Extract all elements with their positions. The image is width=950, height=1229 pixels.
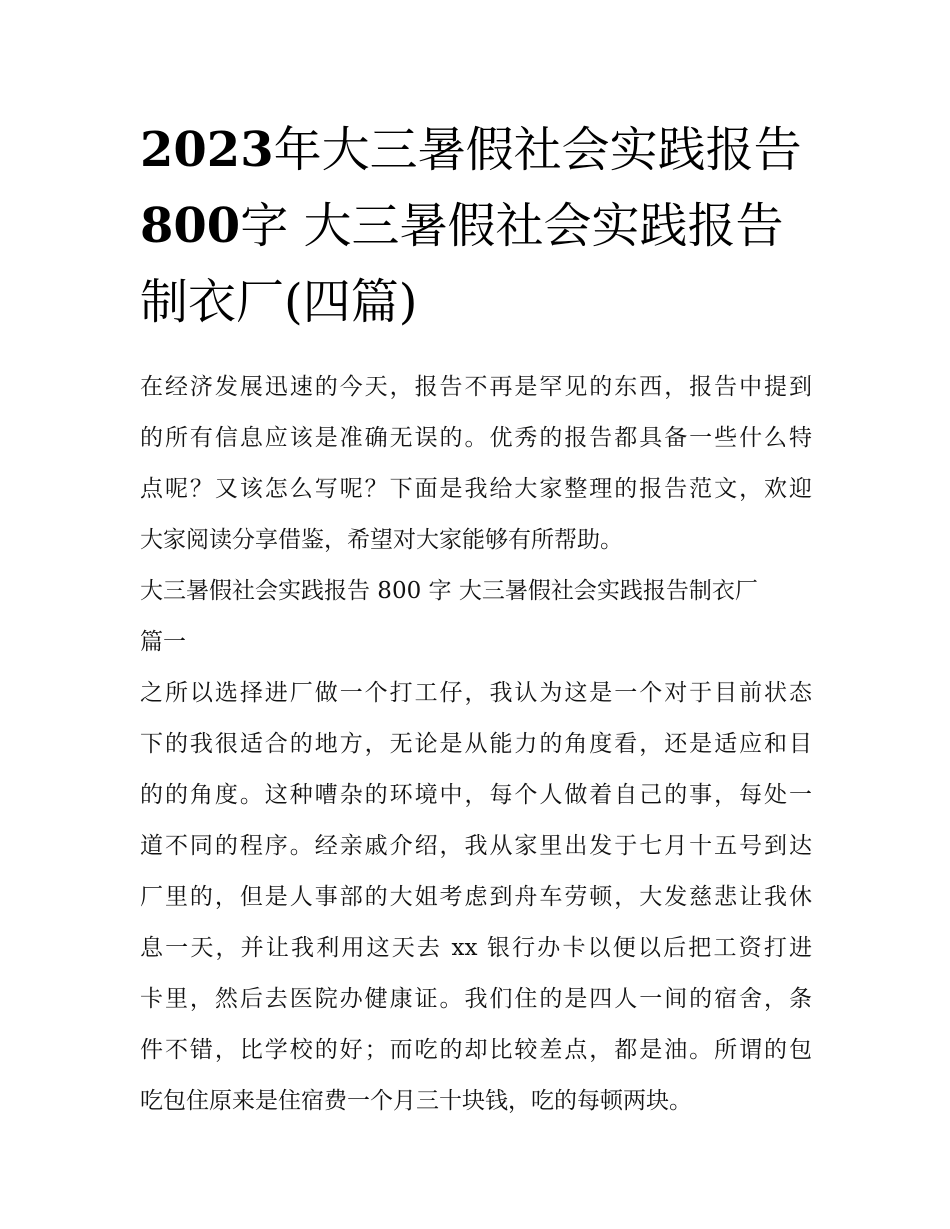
body-line: 吃包住原来是住宿费一个月三十块钱，吃的每顿两块。 — [140, 1088, 692, 1114]
body-line: 道不同的程序。经亲戚介绍，我从家里出发于七月十五号到达 — [140, 833, 812, 859]
title-line-1 — [140, 112, 812, 188]
body-line: 件不错，比学校的好；而吃的却比较差点，都是油。所谓的包 — [140, 1037, 812, 1063]
document-title — [140, 112, 812, 340]
title-line-3: 制衣厂(四篇) — [140, 274, 418, 330]
title-text-2: 字 大三暑假社会实践报告 — [240, 198, 784, 254]
body-paragraph — [140, 668, 812, 1127]
section-heading-line: 大三暑假社会实践报告 800 字 大三暑假社会实践报告制衣厂 — [140, 578, 758, 604]
intro-line: 的所有信息应该是准确无误的。优秀的报告都具备一些什么特 — [140, 425, 812, 451]
title-text-1: 年大三暑假社会实践报告 — [273, 122, 802, 178]
title-line-2 — [140, 188, 812, 264]
title-year: 2023 — [140, 122, 274, 178]
section-heading-line: 篇一 — [140, 629, 186, 655]
body-line: 下的我很适合的地方，无论是从能力的角度看，还是适应和目 — [140, 731, 812, 757]
body-line: 卡里，然后去医院办健康证。我们住的是四人一间的宿舍，条 — [140, 986, 812, 1012]
title-word-count: 800 — [140, 198, 241, 254]
body-line: 厂里的，但是人事部的大姐考虑到舟车劳顿，大发慈悲让我休 — [140, 884, 812, 910]
section-heading — [140, 566, 812, 668]
document-content — [140, 362, 812, 1127]
document-page — [140, 112, 812, 1127]
intro-line: 点呢？又该怎么写呢？下面是我给大家整理的报告范文，欢迎 — [140, 476, 812, 502]
intro-line: 大家阅读分享借鉴，希望对大家能够有所帮助。 — [140, 527, 623, 553]
body-line: 之所以选择进厂做一个打工仔，我认为这是一个对于目前状态 — [140, 680, 812, 706]
body-line: 息一天，并让我利用这天去 xx 银行办卡以便以后把工资打进 — [140, 935, 812, 961]
body-line: 的的角度。这种嘈杂的环境中，每个人做着自己的事，每处一 — [140, 782, 812, 808]
intro-paragraph — [140, 362, 812, 566]
intro-line: 在经济发展迅速的今天，报告不再是罕见的东西，报告中提到 — [140, 374, 812, 400]
